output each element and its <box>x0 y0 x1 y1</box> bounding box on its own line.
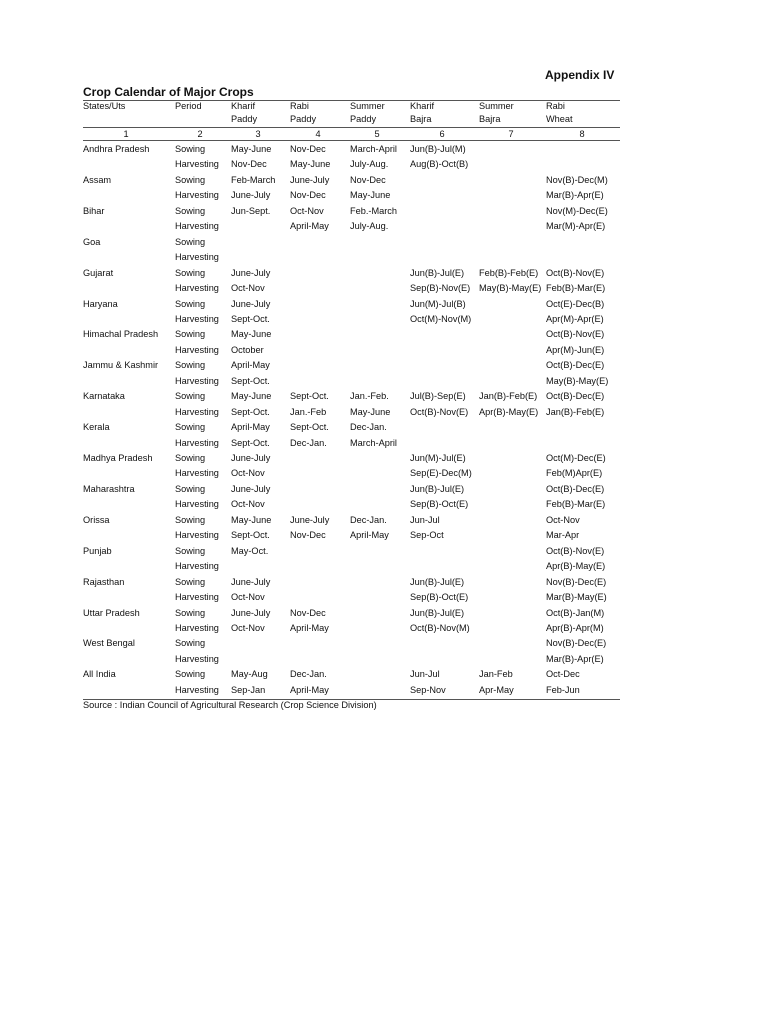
cell-rabi-paddy: Nov-Dec <box>290 530 326 541</box>
cell-rabi-wheat: Mar(B)-Apr(E) <box>546 190 604 201</box>
col-header-rabi-wheat: Rabi <box>546 101 565 111</box>
cell-kharif-paddy: Sept-Oct. <box>231 375 270 386</box>
cell-period: Sowing <box>175 483 206 494</box>
cell-summer-bajra: Jan(B)-Feb(E) <box>479 391 538 402</box>
cell-period: Sowing <box>175 669 206 680</box>
cell-rabi-paddy: Dec-Jan. <box>290 669 327 680</box>
cell-period: Harvesting <box>175 406 219 417</box>
cell-kharif-paddy: May-Oct. <box>231 545 269 556</box>
cell-summer-bajra: Apr-May <box>479 684 514 695</box>
cell-summer-paddy: Jan.-Feb. <box>350 391 389 402</box>
cell-period: Sowing <box>175 607 206 618</box>
cell-kharif-paddy: Sep-Jan <box>231 684 266 695</box>
cell-kharif-paddy: May-June <box>231 514 272 525</box>
cell-kharif-paddy: June-July <box>231 298 271 309</box>
cell-state: Orissa <box>83 514 110 525</box>
cell-period: Harvesting <box>175 499 219 510</box>
cell-rabi-wheat: May(B)-May(E) <box>546 375 609 386</box>
cell-period: Sowing <box>175 298 206 309</box>
header-mid-rule <box>83 127 620 128</box>
cell-kharif-bajra: Sep(E)-Dec(M) <box>410 468 472 479</box>
cell-kharif-paddy: June-July <box>231 267 271 278</box>
cell-period: Sowing <box>175 360 206 371</box>
cell-kharif-bajra: Aug(B)-Oct(B) <box>410 159 469 170</box>
cell-kharif-bajra: Jun(M)-Jul(E) <box>410 453 466 463</box>
cell-summer-bajra: Feb(B)-Feb(E) <box>479 267 539 278</box>
cell-period: Sowing <box>175 329 206 340</box>
cell-rabi-wheat: Nov(B)-Dec(E) <box>546 638 607 649</box>
cell-summer-bajra: May(B)-May(E) <box>479 283 542 294</box>
cell-period: Harvesting <box>175 159 219 170</box>
cell-rabi-paddy: April-May <box>290 684 329 695</box>
cell-kharif-bajra: Oct(B)-Nov(E) <box>410 406 469 417</box>
cell-rabi-paddy: Nov-Dec <box>290 144 326 154</box>
cell-state: Assam <box>83 174 112 185</box>
cell-rabi-wheat: Oct(E)-Dec(B) <box>546 298 605 309</box>
cell-summer-paddy: Feb.-March <box>350 205 397 216</box>
cell-rabi-wheat: Apr(B)-May(E) <box>546 561 606 572</box>
cell-period: Harvesting <box>175 283 219 294</box>
cell-kharif-paddy: May-June <box>231 391 272 402</box>
cell-period: Harvesting <box>175 437 219 448</box>
cell-period: Harvesting <box>175 252 219 263</box>
col-header-summer-paddy: Summer <box>350 101 385 111</box>
col-header-kharif-paddy: Kharif <box>231 101 256 111</box>
cell-kharif-bajra: Sep-Oct <box>410 530 444 541</box>
cell-period: Sowing <box>175 205 206 216</box>
col-header-summer-bajra: Summer <box>479 101 514 111</box>
cell-period: Sowing <box>175 453 206 463</box>
cell-rabi-wheat: Mar(M)-Apr(E) <box>546 221 606 232</box>
col-header-period: Period <box>175 101 202 111</box>
cell-kharif-bajra: Sep(B)-Oct(E) <box>410 499 469 510</box>
table-header <box>83 101 620 128</box>
cell-period: Harvesting <box>175 561 219 572</box>
cell-rabi-wheat: Mar(B)-Apr(E) <box>546 653 604 664</box>
cell-period: Sowing <box>175 545 206 556</box>
cell-rabi-wheat: Apr(M)-Jun(E) <box>546 344 605 355</box>
cell-state: Punjab <box>83 545 112 556</box>
cell-period: Harvesting <box>175 344 219 355</box>
cell-kharif-bajra: Jun(B)-Jul(M) <box>410 144 466 154</box>
cell-period: Harvesting <box>175 221 219 232</box>
cell-summer-paddy: July-Aug. <box>350 159 389 170</box>
cell-period: Harvesting <box>175 684 219 695</box>
appendix-label: Appendix IV <box>545 68 615 82</box>
cell-kharif-paddy: Sept-Oct. <box>231 406 270 417</box>
col-header-kharif-bajra-sub: Bajra <box>410 114 432 124</box>
cell-period: Harvesting <box>175 468 219 479</box>
cell-state: Kerala <box>83 422 110 433</box>
cell-rabi-wheat: Apr(M)-Apr(E) <box>546 313 604 324</box>
cell-rabi-wheat: Nov(B)-Dec(M) <box>546 174 608 185</box>
column-number: 3 <box>255 129 261 139</box>
cell-summer-bajra: Apr(B)-May(E) <box>479 406 539 417</box>
cell-rabi-paddy: Sept-Oct. <box>290 391 329 402</box>
cell-rabi-wheat: Feb-Jun <box>546 684 580 695</box>
cell-kharif-bajra: Jul(B)-Sep(E) <box>410 391 466 402</box>
column-number: 4 <box>315 129 321 139</box>
cell-rabi-paddy: June-July <box>290 174 330 185</box>
cell-rabi-paddy: April-May <box>290 221 329 232</box>
cell-kharif-paddy: June-July <box>231 483 271 494</box>
cell-kharif-paddy: Oct-Nov <box>231 499 265 510</box>
cell-period: Harvesting <box>175 592 219 603</box>
cell-state: Maharashtra <box>83 483 135 494</box>
cell-summer-paddy: May-June <box>350 406 391 417</box>
cell-summer-bajra: Jan-Feb <box>479 669 513 680</box>
cell-rabi-wheat: Oct(B)-Nov(E) <box>546 329 605 340</box>
cell-period: Harvesting <box>175 313 219 324</box>
cell-kharif-paddy: April-May <box>231 422 270 433</box>
cell-kharif-paddy: June-July <box>231 190 271 201</box>
cell-period: Harvesting <box>175 375 219 386</box>
cell-rabi-paddy: Dec-Jan. <box>290 437 327 448</box>
cell-rabi-wheat: Oct-Dec <box>546 669 580 680</box>
cell-kharif-bajra: Jun(B)-Jul(E) <box>410 267 465 278</box>
col-header-kharif-bajra: Kharif <box>410 101 435 111</box>
cell-kharif-paddy: Oct-Nov <box>231 592 265 603</box>
cell-kharif-bajra: Oct(M)-Nov(M) <box>410 313 472 324</box>
col-header-rabi-paddy-sub: Paddy <box>290 114 317 124</box>
cell-state: All India <box>83 669 116 680</box>
cell-rabi-paddy: Nov-Dec <box>290 607 326 618</box>
cell-kharif-paddy: Oct-Nov <box>231 622 265 633</box>
col-header-summer-paddy-sub: Paddy <box>350 114 377 124</box>
cell-rabi-wheat: Oct(B)-Dec(E) <box>546 391 605 402</box>
col-header-rabi-wheat-sub: Wheat <box>546 114 573 124</box>
cell-rabi-wheat: Oct(B)-Jan(M) <box>546 607 605 618</box>
cell-state: Gujarat <box>83 267 114 278</box>
cell-rabi-wheat: Mar-Apr <box>546 530 580 541</box>
cell-rabi-wheat: Oct-Nov <box>546 514 580 525</box>
cell-summer-paddy: Dec-Jan. <box>350 514 387 525</box>
cell-rabi-wheat: Oct(B)-Nov(E) <box>546 267 605 278</box>
col-header-kharif-paddy-sub: Paddy <box>231 114 258 124</box>
cell-kharif-paddy: Sept-Oct. <box>231 530 270 541</box>
cell-summer-paddy: March-April <box>350 144 397 154</box>
cell-rabi-wheat: Mar(B)-May(E) <box>546 592 607 603</box>
cell-kharif-bajra: Jun-Jul <box>410 669 440 680</box>
cell-rabi-wheat: Oct(B)-Dec(E) <box>546 483 605 494</box>
cell-kharif-paddy: Nov-Dec <box>231 159 267 170</box>
cell-kharif-paddy: June-July <box>231 453 271 463</box>
cell-state: Uttar Pradesh <box>83 607 140 618</box>
cell-kharif-paddy: May-June <box>231 329 272 340</box>
cell-rabi-paddy: Nov-Dec <box>290 190 326 201</box>
cell-kharif-paddy: Oct-Nov <box>231 468 265 479</box>
col-header-states: States/Uts <box>83 101 126 111</box>
column-number: 1 <box>123 129 129 139</box>
cell-summer-paddy: March-April <box>350 437 397 448</box>
cell-state: Himachal Pradesh <box>83 329 159 340</box>
cell-period: Sowing <box>175 267 206 278</box>
cell-period: Harvesting <box>175 530 219 541</box>
cell-rabi-wheat: Oct(B)-Nov(E) <box>546 545 605 556</box>
cell-period: Sowing <box>175 638 206 649</box>
cell-kharif-paddy: Sept-Oct. <box>231 437 270 448</box>
cell-rabi-wheat: Feb(M)Apr(E) <box>546 468 603 479</box>
cell-rabi-wheat: Feb(B)-Mar(E) <box>546 499 606 510</box>
cell-kharif-bajra: Jun(M)-Jul(B) <box>410 298 466 309</box>
cell-kharif-bajra: Jun(B)-Jul(E) <box>410 483 465 494</box>
cell-state: Madhya Pradesh <box>83 453 153 463</box>
column-number: 7 <box>508 129 514 139</box>
cell-kharif-bajra: Sep-Nov <box>410 684 446 695</box>
cell-kharif-paddy: June-July <box>231 576 271 587</box>
cell-kharif-paddy: Oct-Nov <box>231 283 265 294</box>
cell-period: Sowing <box>175 236 206 247</box>
column-number: 2 <box>197 129 203 139</box>
cell-rabi-paddy: May-June <box>290 159 331 170</box>
column-number: 5 <box>374 129 380 139</box>
col-header-summer-bajra-sub: Bajra <box>479 114 501 124</box>
cell-period: Sowing <box>175 514 206 525</box>
cell-kharif-paddy: June-July <box>231 607 271 618</box>
cell-kharif-paddy: October <box>231 344 264 355</box>
cell-kharif-bajra: Sep(B)-Oct(E) <box>410 592 469 603</box>
cell-state: Karnataka <box>83 391 125 402</box>
cell-kharif-paddy: Jun-Sept. <box>231 205 271 216</box>
cell-rabi-wheat: Oct(M)-Dec(E) <box>546 453 606 463</box>
cell-period: Harvesting <box>175 190 219 201</box>
cell-rabi-paddy: April-May <box>290 622 329 633</box>
cell-rabi-wheat: Nov(M)-Dec(E) <box>546 205 608 216</box>
cell-summer-paddy: Dec-Jan. <box>350 422 387 433</box>
source-note: Source : Indian Council of Agricultural Research (Crop Science Division) <box>83 700 377 710</box>
cell-kharif-paddy: Feb-March <box>231 174 276 185</box>
header-bottom-rule <box>83 140 620 141</box>
column-number: 6 <box>439 129 445 139</box>
cell-state: West Bengal <box>83 638 135 649</box>
page-title: Crop Calendar of Major Crops <box>83 85 254 99</box>
cell-kharif-paddy: May-June <box>231 144 272 154</box>
cell-summer-paddy: April-May <box>350 530 389 541</box>
cell-kharif-bajra: Jun(B)-Jul(E) <box>410 576 465 587</box>
column-number: 8 <box>579 129 585 139</box>
cell-summer-paddy: May-June <box>350 190 391 201</box>
cell-period: Sowing <box>175 391 206 402</box>
cell-rabi-wheat: Feb(B)-Mar(E) <box>546 283 606 294</box>
cell-state: Haryana <box>83 298 118 309</box>
cell-state: Rajasthan <box>83 576 125 587</box>
cell-summer-paddy: July-Aug. <box>350 221 389 232</box>
cell-kharif-bajra: Jun-Jul <box>410 514 440 525</box>
cell-rabi-paddy: Jan.-Feb <box>290 406 327 417</box>
cell-period: Sowing <box>175 144 206 154</box>
cell-period: Sowing <box>175 174 206 185</box>
cell-rabi-wheat: Apr(B)-Apr(M) <box>546 622 604 633</box>
cell-kharif-bajra: Sep(B)-Nov(E) <box>410 283 471 294</box>
cell-period: Harvesting <box>175 653 219 664</box>
cell-period: Sowing <box>175 576 206 587</box>
col-header-rabi-paddy: Rabi <box>290 101 309 111</box>
cell-state: Bihar <box>83 205 105 216</box>
cell-summer-paddy: Nov-Dec <box>350 174 386 185</box>
cell-rabi-wheat: Oct(B)-Dec(E) <box>546 360 605 371</box>
cell-period: Harvesting <box>175 622 219 633</box>
cell-state: Jammu & Kashmir <box>83 360 159 371</box>
cell-period: Sowing <box>175 422 206 433</box>
cell-rabi-wheat: Nov(B)-Dec(E) <box>546 576 607 587</box>
cell-kharif-paddy: Sept-Oct. <box>231 313 270 324</box>
cell-kharif-bajra: Jun(B)-Jul(E) <box>410 607 465 618</box>
cell-kharif-paddy: May-Aug <box>231 669 268 680</box>
cell-rabi-paddy: Sept-Oct. <box>290 422 329 433</box>
cell-kharif-paddy: April-May <box>231 360 270 371</box>
cell-rabi-paddy: Oct-Nov <box>290 205 324 216</box>
cell-rabi-wheat: Jan(B)-Feb(E) <box>546 406 605 417</box>
cell-state: Goa <box>83 236 101 247</box>
cell-rabi-paddy: June-July <box>290 514 330 525</box>
cell-kharif-bajra: Oct(B)-Nov(M) <box>410 622 470 633</box>
cell-state: Andhra Pradesh <box>83 144 150 154</box>
